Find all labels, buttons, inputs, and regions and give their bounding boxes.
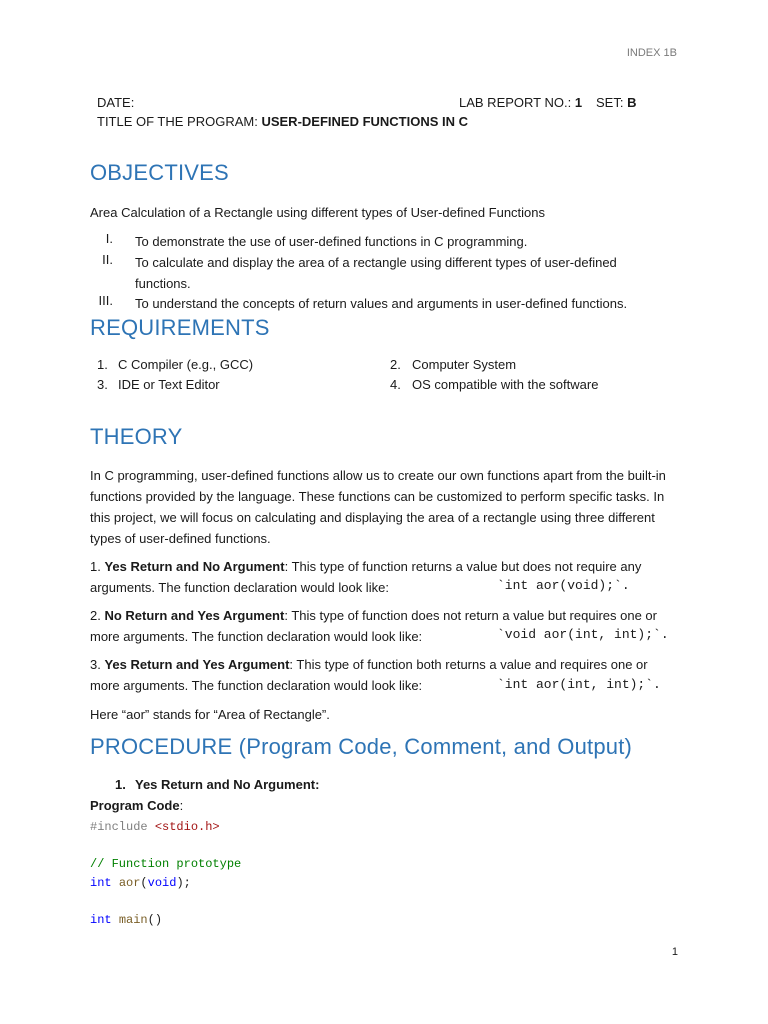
program-code-label-line xyxy=(90,798,183,813)
code-keyword: int xyxy=(90,913,112,927)
list-item-text: IDE or Text Editor xyxy=(118,377,220,392)
list-item-number: I. xyxy=(105,231,113,246)
lab-report-line xyxy=(459,95,582,110)
list-item-number: III. xyxy=(98,293,113,308)
theory-type-code: `int aor(int, int);`. xyxy=(497,677,661,692)
code-punctuation: () xyxy=(147,913,163,927)
program-code-label: Program Code xyxy=(90,798,180,813)
header-index: INDEX 1B xyxy=(626,47,677,59)
code-keyword: void xyxy=(147,876,177,890)
theory-type-name: Yes Return and Yes Argument xyxy=(104,657,290,672)
procedure-heading: PROCEDURE (Program Code, Comment, and Output) xyxy=(90,734,633,759)
code-line xyxy=(90,857,241,871)
list-item-number: 2. xyxy=(390,357,401,372)
theory-type-text: : This type of function both returns a value and requires one or more arguments. The function declaration would look like: xyxy=(90,657,648,693)
set-line xyxy=(596,95,636,110)
code-line xyxy=(90,913,162,927)
objectives-heading: OBJECTIVES xyxy=(90,160,229,185)
list-item-number: 4. xyxy=(390,377,401,392)
list-item-text: Computer System xyxy=(412,357,517,372)
theory-type-code: `void aor(int, int);`. xyxy=(497,627,669,642)
list-item-text: To understand the concepts of return values and arguments in user-defined functions. xyxy=(135,296,628,311)
code-punctuation: ( xyxy=(140,876,148,890)
code-keyword: int xyxy=(90,876,112,890)
page-number: 1 xyxy=(671,946,678,958)
list-item-number: 1. xyxy=(97,357,108,372)
requirements-heading: REQUIREMENTS xyxy=(90,315,270,340)
date-label: DATE: xyxy=(97,95,135,110)
code-line xyxy=(90,876,191,890)
program-title-value: USER-DEFINED FUNCTIONS IN C xyxy=(261,114,469,129)
code-function-name: main xyxy=(118,913,148,927)
theory-type-name: No Return and Yes Argument xyxy=(104,608,285,623)
list-item-number: II. xyxy=(102,252,113,267)
theory-note: Here “aor” stands for “Area of Rectangle”. xyxy=(90,707,330,722)
theory-type-name: Yes Return and No Argument xyxy=(104,559,285,574)
list-item-text: OS compatible with the software xyxy=(412,377,599,392)
set-value: B xyxy=(627,95,637,110)
list-item-number: 3. xyxy=(97,377,108,392)
program-title-label: TITLE OF THE PROGRAM: xyxy=(97,114,262,129)
list-item-text: To calculate and display the area of a rectangle using different types of user-defined functions. xyxy=(135,255,617,291)
theory-intro: In C programming, user-defined functions allow us to create our own functions apart from the built-in functions provided by the language. These functions can be customized to perform specific tasks. In this project, we will focus on calculating and displaying the area of a rectangle using three different types of user-defined functions. xyxy=(90,468,666,546)
code-function-name: aor xyxy=(118,876,141,890)
code-include-file: <stdio.h> xyxy=(154,820,220,834)
lab-report-label: LAB REPORT NO.: xyxy=(459,95,575,110)
theory-type-prefix: 3. xyxy=(90,657,105,672)
list-item-text: To demonstrate the use of user-defined functions in C programming. xyxy=(135,234,528,249)
list-item-text: C Compiler (e.g., GCC) xyxy=(118,357,254,372)
theory-type-prefix: 1. xyxy=(90,559,105,574)
set-label: SET: xyxy=(596,95,628,110)
theory-type-text: : This type of function returns a value but does not require any arguments. The function declaration would look like: xyxy=(90,559,642,595)
lab-report-number: 1 xyxy=(574,95,583,110)
theory-type-prefix: 2. xyxy=(90,608,105,623)
code-comment: // Function prototype xyxy=(90,857,242,871)
objectives-intro: Area Calculation of a Rectangle using different types of User-defined Functions xyxy=(90,205,546,220)
code-line xyxy=(90,820,220,834)
procedure-subsection-title: Yes Return and No Argument: xyxy=(135,777,320,792)
program-title-line xyxy=(97,114,468,129)
theory-heading: THEORY xyxy=(90,424,183,449)
code-punctuation: ); xyxy=(176,876,191,890)
procedure-subsection-number: 1. xyxy=(115,777,126,792)
program-code-colon: : xyxy=(179,798,184,813)
theory-type-code: `int aor(void);`. xyxy=(497,578,630,593)
code-preprocessor: #include xyxy=(90,820,155,834)
theory-type-text: : This type of function does not return a value but requires one or more arguments. The function declaration would look like: xyxy=(90,608,657,644)
